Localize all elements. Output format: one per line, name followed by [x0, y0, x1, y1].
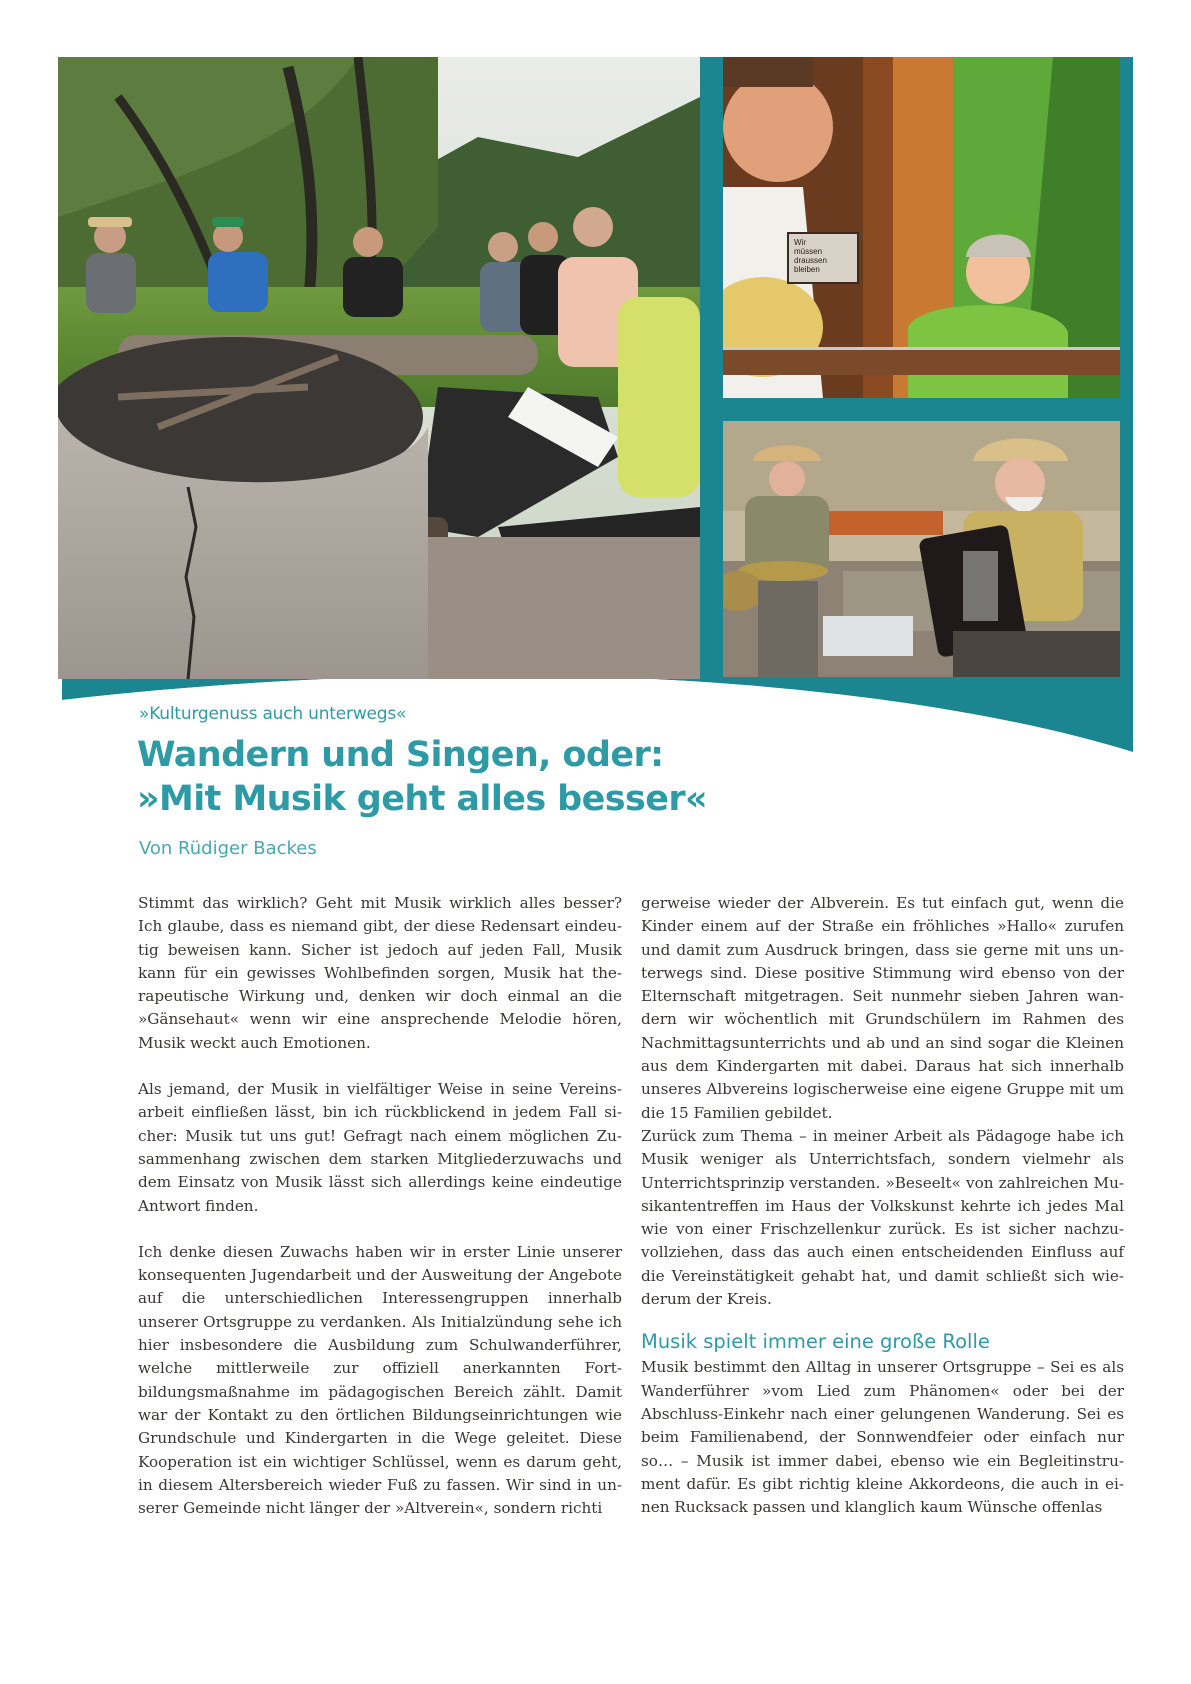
photo-hikers-fire-pit: [58, 57, 700, 679]
article-title: [137, 733, 937, 821]
paragraph: Ich denke diesen Zuwachs haben wir in erster Linie unserer konsequenten Jugendarbeit und der Ausweitung der Angebote auf die unterschiedlichen Interessengruppen innerhalb unserer Ortsgruppe zu verdanken. Als Initialzündung sehe ich hier insbesondere die Ausbildung zum Schulwanderführer, welche mittlerweile zur offiziell anerkannten Fortbildungsmaßnahme im pädagogischen Bereich zählt. Damit war der Kontakt zu den örtlichen Bildungseinrichtungen wie Grundschule und Kindergarten in die Wege geleitet. Diese Kooperation ist ein wichtiger Schlüssel, wenn es darum geht, in diesem Altersbereich wieder Fuß zu fassen. Wir sind in unserer Gemeinde nicht länger der »Altverein«, sondern richti: [138, 1242, 622, 1518]
paragraph: Musik bestimmt den Alltag in unserer Ortsgruppe – Sei es als Wanderführer »vom Lied zum Phänomen« oder bei der Abschluss-Einkehr nach einer gelungenen Wanderung. Sei es beim Familienabend, der Sonnwendfeier oder einfach nur so… – Musik ist immer dabei, ebenso wie ein Begleitinstrument dafür. Es gibt richtig kleine Akkordeons, die auch in einen Rucksack passen und klanglich kaum Wünsche offenlas: [641, 1358, 1124, 1517]
body-column-right: [641, 892, 1124, 1519]
title-line-1: Wandern und Singen, oder:: [137, 735, 664, 775]
dog-sign: Wir müssen draussen bleiben: [787, 232, 859, 284]
section-subheading: Musik spielt immer eine große Rolle: [641, 1330, 990, 1354]
title-line-2: »Mit Musik geht alles besser«: [137, 779, 708, 819]
photo-musicians-accordion: [723, 421, 1120, 677]
photo-guitar-and-child: [723, 57, 1120, 398]
paragraph: Als jemand, der Musik in vielfältiger Weise in seine Vereinsarbeit einfließen lässt, bin ich rückblickend in jedem Fall sicher: Musik tut uns gut! Gefragt nach einem möglichen Zusammenhang zwischen dem starken Mitgliederzuwachs und dem Einsatz von Musik lässt sich allerdings keine eindeutige Antwort finden.: [138, 1080, 622, 1215]
body-column-left: [138, 892, 622, 1520]
paragraph: Stimmt das wirklich? Geht mit Musik wirklich alles besser? Ich glaube, dass es niemand gibt, der diese Redensart eindeutig beweisen kann. Sicher ist jedoch auf jeden Fall, Musik kann für ein gewisses Wohlbefinden sorgen, Musik hat therapeutische Wirkung und, denken wir doch einmal an die »Gänsehaut« wenn wir eine ansprechende Melodie hören, Musik weckt auch Emotionen.: [138, 894, 622, 1052]
paragraph: Zurück zum Thema – in meiner Arbeit als Pädagoge habe ich Musik weniger als Unterrichtsfach, sondern vielmehr als Unterrichtsprinzip verstanden. »Beseelt« von zahlreichen Musikantentreffen im Haus der Volkskunst kehrte ich jedes Mal wie von einer Frischzellenkur zurück. Es ist sicher nachzuvollziehen, dass das auch einen entscheidenden Einfluss auf die Vereinstätigkeit gehabt hat, und damit schließt sich wiederum der Kreis.: [641, 1126, 1124, 1309]
article-byline: Von Rüdiger Backes: [139, 838, 317, 859]
article-kicker: »Kulturgenuss auch unterwegs«: [139, 704, 407, 724]
paragraph: gerweise wieder der Albverein. Es tut einfach gut, wenn die Kinder einem auf der Straße ein fröhliches »Hallo« zurufen und damit zum Ausdruck bringen, dass sie gerne mit uns unterwegs sind. Diese positive Stimmung wird ebenso von der Elternschaft mitgetragen. Seit nunmehr sieben Jahren wandern wir wöchentlich mit Grundschülern im Rahmen des Nachmittagsunterrichts und ab und an sind sogar die Kleinen aus dem Kindergarten mit dabei. Daraus hat sich innerhalb unseres Albvereins logischerweise eine eigene Gruppe mit um die 15 Familien gebildet.: [641, 894, 1124, 1122]
